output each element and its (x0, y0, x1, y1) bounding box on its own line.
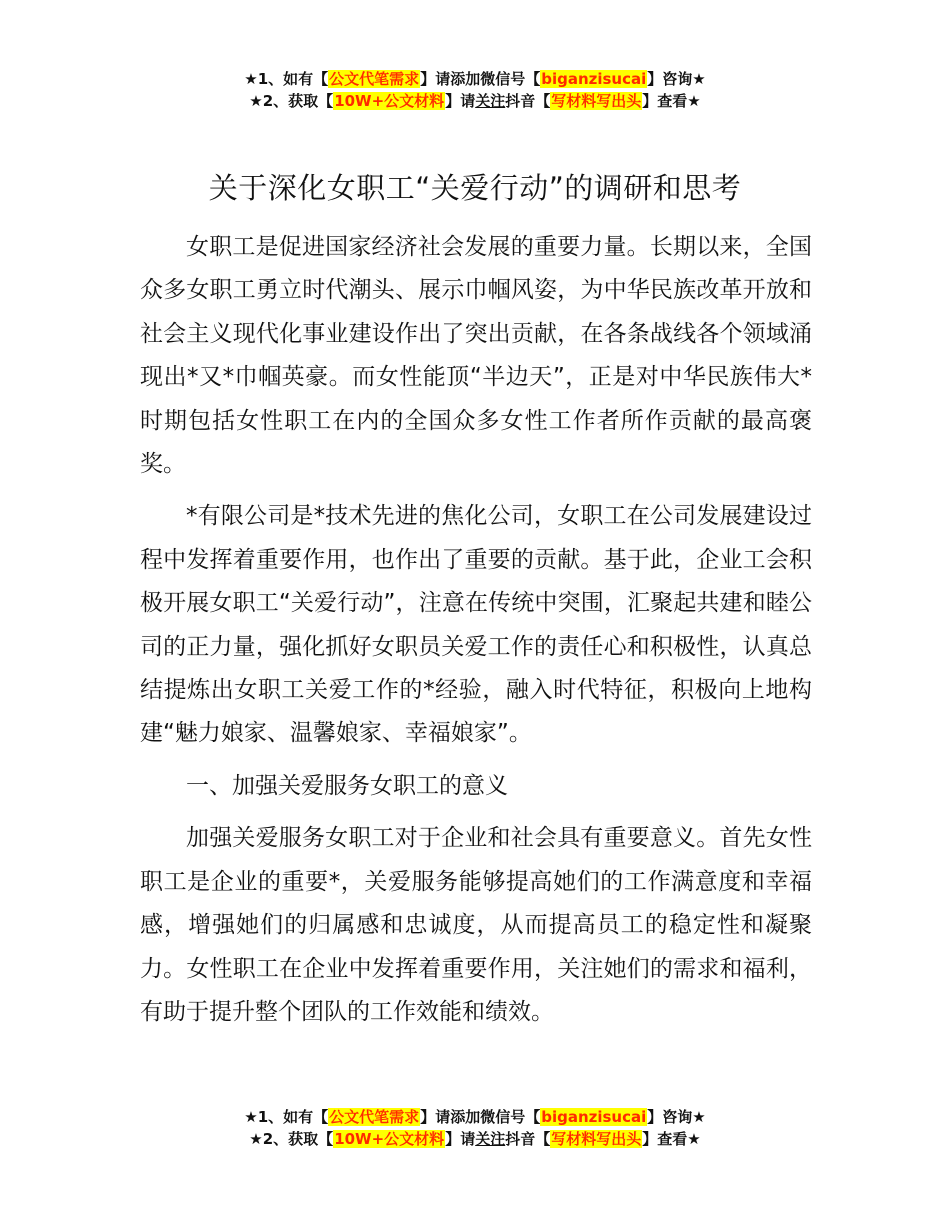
paragraph-3: 加强关爱服务女职工对于企业和社会具有重要意义。首先女性职工是企业的重要*，关爱服务能够提高她们的工作满意度和幸福感，增强她们的归属感和忠诚度，从而提高员工的稳定性和凝聚力。女性职工在企业中发挥着重要作用，关注她们的需求和福利，有助于提升整个团队的工作效能和绩效。 (140, 825, 812, 1025)
promo-line-1-suffix: 】咨询★ (647, 70, 706, 88)
document-title: 关于深化女职工“关爱行动”的调研和思考 (208, 171, 742, 205)
paragraph-1: 女职工是促进国家经济社会发展的重要力量。长期以来，全国众多女职工勇立时代潮头、展示巾帼风姿，为中华民族改革开放和社会主义现代化事业建设作出了突出贡献，在各条战线各个领域涌现出*又*巾帼英豪。而女性能顶“半边天”，正是对中华民族伟大*时期包括女性职工在内的全国众多女性工作者所作贡献的最高褒奖。 (140, 234, 812, 478)
promo-highlight-douyin: 写材料写出头 (551, 92, 642, 110)
paragraph-2: *有限公司是*技术先进的焦化公司，女职工在公司发展建设过程中发挥着重要作用，也作出了重要的贡献。基于此，企业工会积极开展女职工“关爱行动”，注意在传统中突围，汇聚起共建和睦公司的正力量，强化抓好女职员关爱工作的责任心和积极性，认真总结提炼出女职工关爱工作的*经验，融入时代特征，积极向上地构建“魅力娘家、温馨娘家、幸福娘家”。 (140, 503, 812, 747)
promo-footer-line-1-prefix: ★1、如有【 (244, 1108, 329, 1126)
promo-line-2-mid2: 抖音【 (505, 92, 551, 110)
promo-footer-highlight-ghostwriting: 公文代笔需求 (329, 1108, 420, 1126)
promo-footer-highlight-materials: 10W+公文材料 (334, 1130, 445, 1148)
promo-footer-line-2-mid2: 抖音【 (505, 1130, 551, 1148)
promo-footer-line-2-suffix: 】查看★ (642, 1130, 701, 1148)
promo-underlined-follow: 关注 (475, 92, 506, 110)
promo-footer-line-1 (0, 1106, 950, 1128)
promo-footer-highlight-douyin: 写材料写出头 (551, 1130, 642, 1148)
promo-line-2 (0, 90, 950, 112)
section-heading-1: 一、加强关爱服务女职工的意义 (186, 772, 508, 799)
promo-highlight-materials: 10W+公文材料 (334, 92, 445, 110)
promo-line-1-prefix: ★1、如有【 (244, 70, 329, 88)
promo-footer-line-1-mid: 】请添加微信号【 (420, 1108, 541, 1126)
promo-line-2-mid: 】请 (445, 92, 476, 110)
promo-footer-line-2-mid: 】请 (445, 1130, 476, 1148)
promo-line-2-prefix: ★2、获取【 (249, 92, 334, 110)
promo-header (0, 68, 950, 112)
promo-footer-line-2 (0, 1128, 950, 1150)
promo-line-1-mid: 】请添加微信号【 (420, 70, 541, 88)
document-body (140, 226, 812, 1043)
promo-footer-underlined-follow: 关注 (475, 1130, 506, 1148)
promo-line-1 (0, 68, 950, 90)
promo-highlight-wechat-id: biganzisucai (541, 70, 647, 88)
promo-footer-highlight-wechat-id: biganzisucai (541, 1108, 647, 1126)
promo-line-2-suffix: 】查看★ (642, 92, 701, 110)
promo-footer-line-2-prefix: ★2、获取【 (249, 1130, 334, 1148)
promo-footer (0, 1106, 950, 1150)
promo-highlight-ghostwriting: 公文代笔需求 (329, 70, 420, 88)
promo-footer-line-1-suffix: 】咨询★ (647, 1108, 706, 1126)
